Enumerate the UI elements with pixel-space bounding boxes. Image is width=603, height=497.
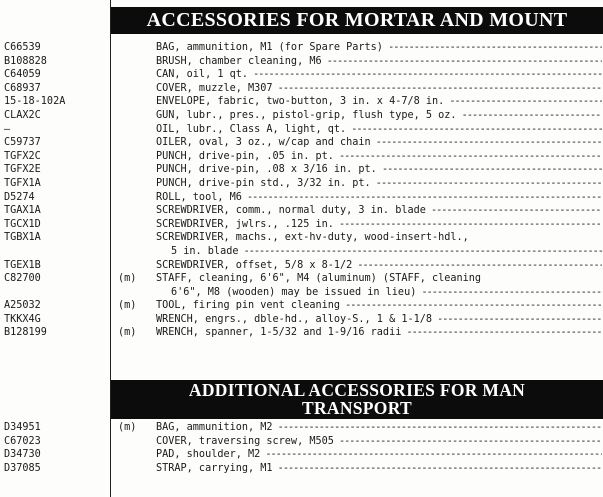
item-description: COVER, traversing screw, M505 -----	[156, 435, 602, 449]
parts-list-man-transport	[0, 421, 603, 475]
item-description: CAN, oil, 1 qt. -----	[156, 68, 602, 82]
item-description: COVER, muzzle, M307 -----	[156, 82, 602, 96]
table-row	[0, 259, 603, 273]
part-number: TGBX1A	[4, 232, 41, 244]
item-description: PUNCH, drive-pin, .08 x 3/16 in. pt. -----	[156, 163, 602, 177]
part-number: C67023	[4, 435, 41, 447]
table-row	[0, 204, 603, 218]
item-description: ENVELOPE, fabric, two-button, 3 in. x 4-7/8 in. -----	[156, 95, 602, 109]
item-description: 6'6", M8 (wooden) may be issued in lieu) -----	[171, 286, 603, 300]
table-row	[0, 272, 603, 286]
table-row	[0, 150, 603, 164]
parts-list-mortar-mount	[0, 41, 603, 340]
part-number: D34730	[4, 449, 41, 461]
part-number: TGAX1A	[4, 205, 41, 217]
table-row	[0, 82, 603, 96]
part-number: C64059	[4, 69, 41, 81]
table-row	[0, 136, 603, 150]
item-description: STAFF, cleaning, 6'6", M4 (aluminum) (STAFF, cleaning	[156, 273, 482, 285]
source-code-mark: (m)	[118, 300, 137, 312]
part-number: —	[4, 123, 11, 135]
part-number: TGFX2C	[4, 150, 41, 162]
table-row	[0, 421, 603, 435]
section-title-line-2: TRANSPORT	[301, 398, 412, 418]
item-description: PAD, shoulder, M2 -----	[156, 448, 602, 462]
part-number: B108828	[4, 55, 47, 67]
table-row	[0, 55, 603, 69]
section-title-line-1: ADDITIONAL ACCESSORIES FOR MAN	[188, 380, 526, 400]
table-row	[0, 326, 603, 340]
source-code-mark: (m)	[118, 273, 137, 285]
part-number: TGFX2E	[4, 164, 41, 176]
table-row	[0, 448, 603, 462]
part-number: D5274	[4, 191, 35, 203]
item-description: WRENCH, engrs., dble-hd., alloy-S., 1 & 1-1/8 -----	[156, 313, 602, 327]
table-row	[0, 218, 603, 232]
section-header-mortar-mount	[111, 7, 603, 34]
table-row	[0, 163, 603, 177]
source-code-mark: (m)	[118, 422, 137, 433]
table-row	[0, 95, 603, 109]
table-row	[0, 177, 603, 191]
table-row	[0, 109, 603, 123]
item-description: SCREWDRIVER, machs., ext-hv-duty, wood-insert-hdl.,	[156, 232, 469, 244]
part-number: A25032	[4, 300, 41, 312]
part-number: 15-18-102A	[4, 96, 66, 108]
table-row	[0, 191, 603, 205]
part-number: D34951	[4, 422, 41, 433]
table-row	[0, 123, 603, 137]
item-description: STRAP, carrying, M1 -----	[156, 462, 602, 476]
item-description: SCREWDRIVER, jwlrs., .125 in. -----	[156, 218, 602, 232]
part-number: B128199	[4, 327, 47, 339]
item-description: PUNCH, drive-pin, .05 in. pt. -----	[156, 150, 602, 164]
part-number: D37085	[4, 462, 41, 474]
source-code-mark: (m)	[118, 327, 137, 339]
item-description: TOOL, firing pin vent cleaning -----	[156, 299, 602, 313]
item-description: SCREWDRIVER, offset, 5/8 x 8-1/2 -----	[156, 259, 602, 273]
item-description: ROLL, tool, M6 -----	[156, 191, 602, 205]
part-number: CLAX2C	[4, 109, 41, 121]
item-description: GUN, lubr., pres., pistol-grip, flush type, 5 oz. -----	[156, 109, 602, 123]
part-number: C59737	[4, 137, 41, 149]
table-row	[0, 299, 603, 313]
section-header-man-transport	[111, 380, 603, 419]
table-row	[0, 68, 603, 82]
part-number: C66539	[4, 42, 41, 53]
item-description: BAG, ammunition, M1 (for Spare Parts) -----	[156, 41, 602, 55]
table-row	[0, 435, 603, 449]
part-number: TGEX1B	[4, 259, 41, 271]
part-number: TKKX4G	[4, 313, 41, 325]
table-row	[0, 286, 603, 300]
item-description: 5 in. blade -----	[171, 245, 603, 259]
item-description: OILER, oval, 3 oz., w/cap and chain -----	[156, 136, 602, 150]
table-row	[0, 313, 603, 327]
item-description: OIL, lubr., Class A, light, qt. -----	[156, 123, 602, 137]
table-row	[0, 41, 603, 55]
table-row	[0, 462, 603, 476]
part-number: C68937	[4, 82, 41, 94]
table-row	[0, 231, 603, 245]
part-number: TGFX1A	[4, 177, 41, 189]
item-description: PUNCH, drive-pin std., 3/32 in. pt. -----	[156, 177, 602, 191]
part-number: TGCX1D	[4, 218, 41, 230]
part-number: C82700	[4, 273, 41, 285]
item-description: BRUSH, chamber cleaning, M6 -----	[156, 55, 602, 69]
table-row	[0, 245, 603, 259]
item-description: WRENCH, spanner, 1-5/32 and 1-9/16 radii -----	[156, 326, 602, 340]
item-description: BAG, ammunition, M2 -----	[156, 421, 602, 435]
item-description: SCREWDRIVER, comm., normal duty, 3 in. blade -----	[156, 204, 602, 218]
section-title: ACCESSORIES FOR MORTAR AND MOUNT	[146, 9, 568, 31]
